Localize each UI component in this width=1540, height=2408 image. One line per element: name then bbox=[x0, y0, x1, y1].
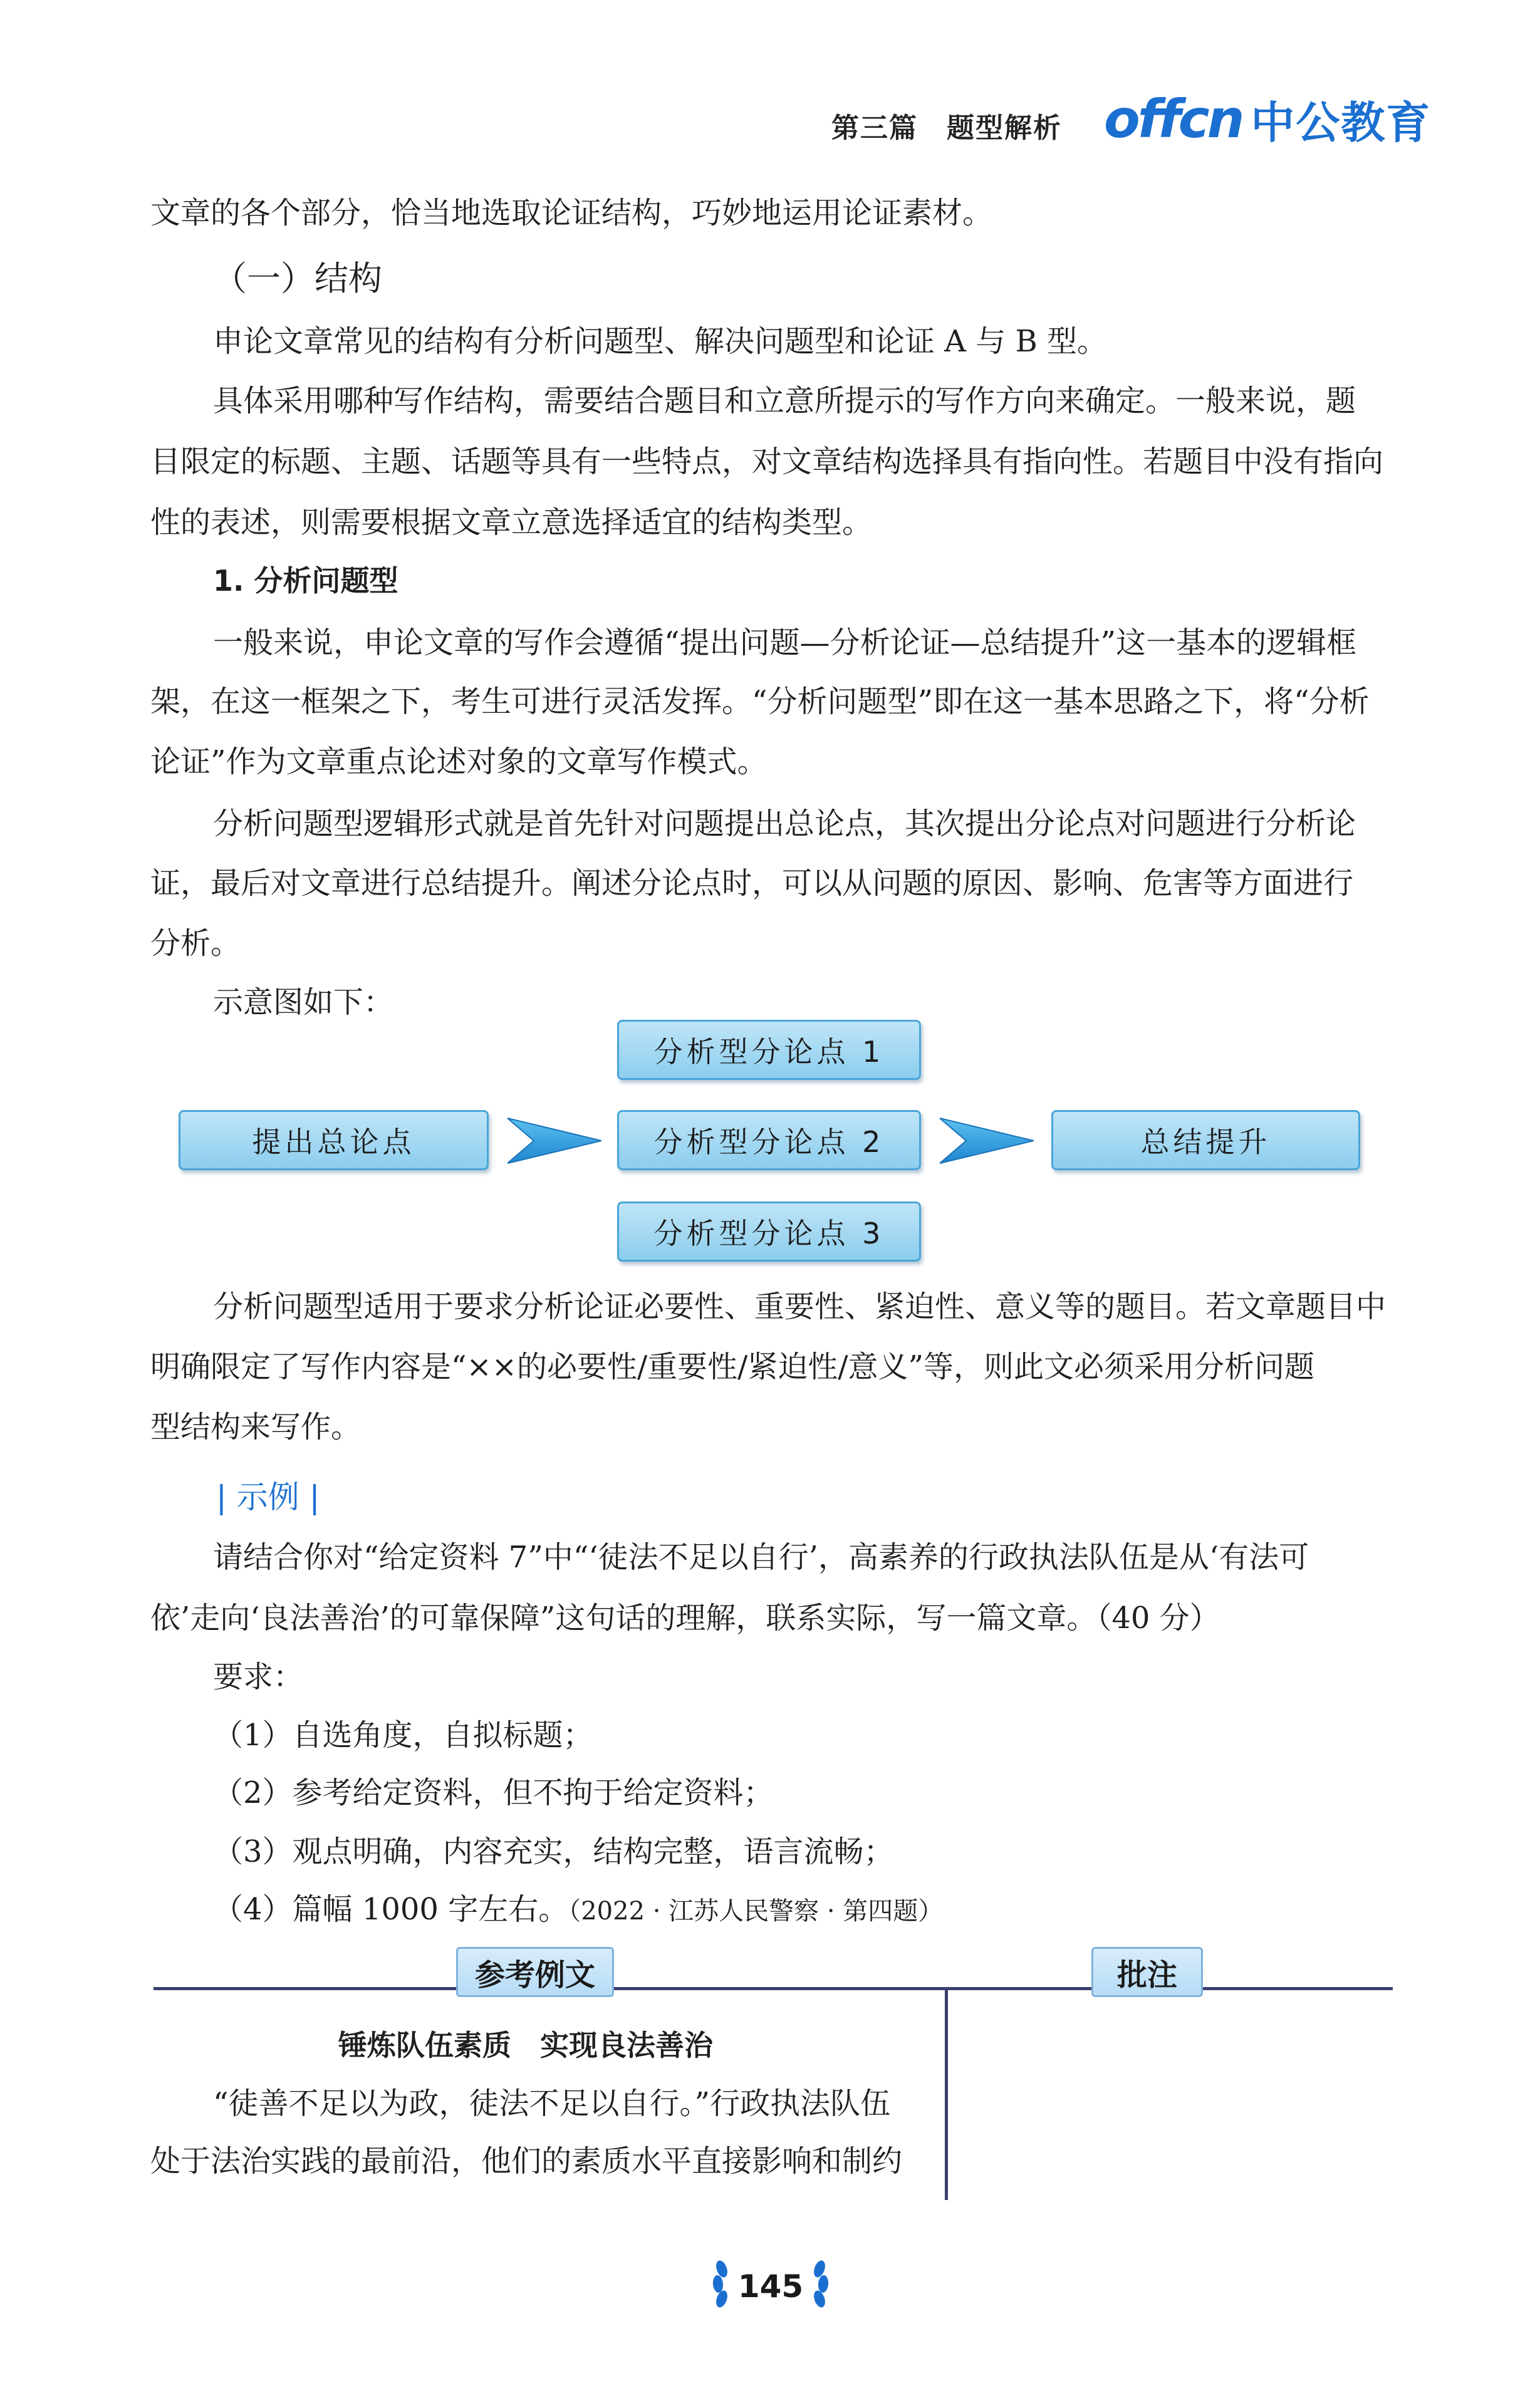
paragraph-line: 论证”作为文章重点论述对象的文章写作模式。 bbox=[150, 744, 767, 779]
annotation-tab: 批注 bbox=[1091, 1947, 1203, 1997]
example-tag: | 示例 | bbox=[216, 1479, 320, 1515]
paragraph-line: 具体采用哪种写作结构，需要结合题目和立意所提示的写作方向来确定。一般来说，题 bbox=[213, 383, 1356, 418]
diagram-node-subpoint-3: 分析型分论点 3 bbox=[617, 1201, 921, 1262]
paragraph-line: 分析问题型逻辑形式就是首先针对问题提出总论点，其次提出分论点对问题进行分析论 bbox=[213, 806, 1356, 841]
requirement-item: （2）参考给定资料，但不拘于给定资料； bbox=[213, 1775, 774, 1810]
requirement-text: （4）篇幅 1000 字左右。 bbox=[213, 1892, 569, 1927]
paragraph-line: 一般来说，申论文章的写作会遵循“提出问题—分析论证—总结提升”这一基本的逻辑框 bbox=[213, 625, 1357, 660]
chapter-section-title: 第三篇 题型解析 bbox=[831, 112, 1062, 144]
reference-essay-tab: 参考例文 bbox=[456, 1947, 614, 1997]
page-number-text: 145 bbox=[737, 2268, 804, 2305]
paragraph-line: 分析。 bbox=[150, 926, 241, 961]
question-line: 依’走向‘良法善治’的可靠保障”这句话的理解，联系实际，写一篇文章。（40 分） bbox=[150, 1601, 1220, 1636]
diagram-node-subpoint-1: 分析型分论点 1 bbox=[617, 1020, 921, 1080]
paragraph-structures: 申论文章常见的结构有分析问题型、解决问题型和论证 A 与 B 型。 bbox=[213, 324, 1107, 359]
paragraph-line: 证，最后对文章进行总结提升。阐述分论点时，可以从问题的原因、影响、危害等方面进行 bbox=[150, 866, 1354, 901]
question-line: 请结合你对“给定资料 7”中“‘徒法不足以自行’，高素养的行政执法队伍是从‘有法可 bbox=[213, 1540, 1309, 1575]
diagram-node-conclusion: 总结提升 bbox=[1051, 1110, 1360, 1170]
paragraph-line: 性的表述，则需要根据文章立意选择适宜的结构类型。 bbox=[150, 505, 873, 540]
table-divider bbox=[945, 1987, 948, 2200]
offcn-logo bbox=[1104, 88, 1431, 150]
section-heading: （一）结构 bbox=[213, 259, 382, 298]
diagram-intro: 示意图如下： bbox=[213, 985, 394, 1020]
essay-title: 锤炼队伍素质 实现良法善治 bbox=[338, 2028, 713, 2062]
requirements-label: 要求： bbox=[213, 1659, 304, 1694]
continuation-line: 文章的各个部分，恰当地选取论证结构，巧妙地运用论证素材。 bbox=[150, 195, 993, 231]
requirement-item: （3）观点明确，内容充实，结构完整，语言流畅； bbox=[213, 1834, 894, 1869]
arrow-right-icon bbox=[940, 1112, 1034, 1170]
diagram-node-subpoint-2: 分析型分论点 2 bbox=[617, 1110, 921, 1170]
table-top-rule bbox=[153, 1987, 1393, 1990]
paragraph-line: 架，在这一框架之下，考生可进行灵活发挥。“分析问题型”即在这一基本思路之下，将“分析 bbox=[150, 684, 1370, 719]
logo-chinese-name: 中公教育 bbox=[1251, 96, 1432, 148]
requirement-item: （1）自选角度，自拟标题； bbox=[213, 1718, 593, 1753]
paragraph-line: 目限定的标题、主题、话题等具有一些特点，对文章结构选择具有指向性。若题目中没有指向 bbox=[150, 444, 1384, 479]
question-source: （2022 · 江苏人民警察 · 第四题） bbox=[568, 1897, 944, 1926]
logo-wordmark: offcn bbox=[1104, 88, 1242, 150]
paragraph-line: 分析问题型适用于要求分析论证必要性、重要性、紧迫性、意义等的题目。若文章题目中 bbox=[213, 1289, 1387, 1324]
page-number bbox=[708, 2258, 833, 2315]
paragraph-line: 型结构来写作。 bbox=[150, 1409, 362, 1445]
requirement-item bbox=[0, 1878, 1540, 1943]
arrow-right-icon bbox=[507, 1112, 601, 1170]
sub-heading: 1. 分析问题型 bbox=[213, 564, 398, 598]
paragraph-line: 明确限定了写作内容是“××的必要性/重要性/紧迫性/意义”等，则此文必须采用分析问题 bbox=[150, 1349, 1315, 1384]
diagram-node-main-point: 提出总论点 bbox=[179, 1110, 489, 1170]
essay-line: “徒善不足以为政，徒法不足以自行。”行政执法队伍 bbox=[213, 2086, 891, 2121]
essay-line: 处于法治实践的最前沿，他们的素质水平直接影响和制约 bbox=[150, 2144, 903, 2179]
